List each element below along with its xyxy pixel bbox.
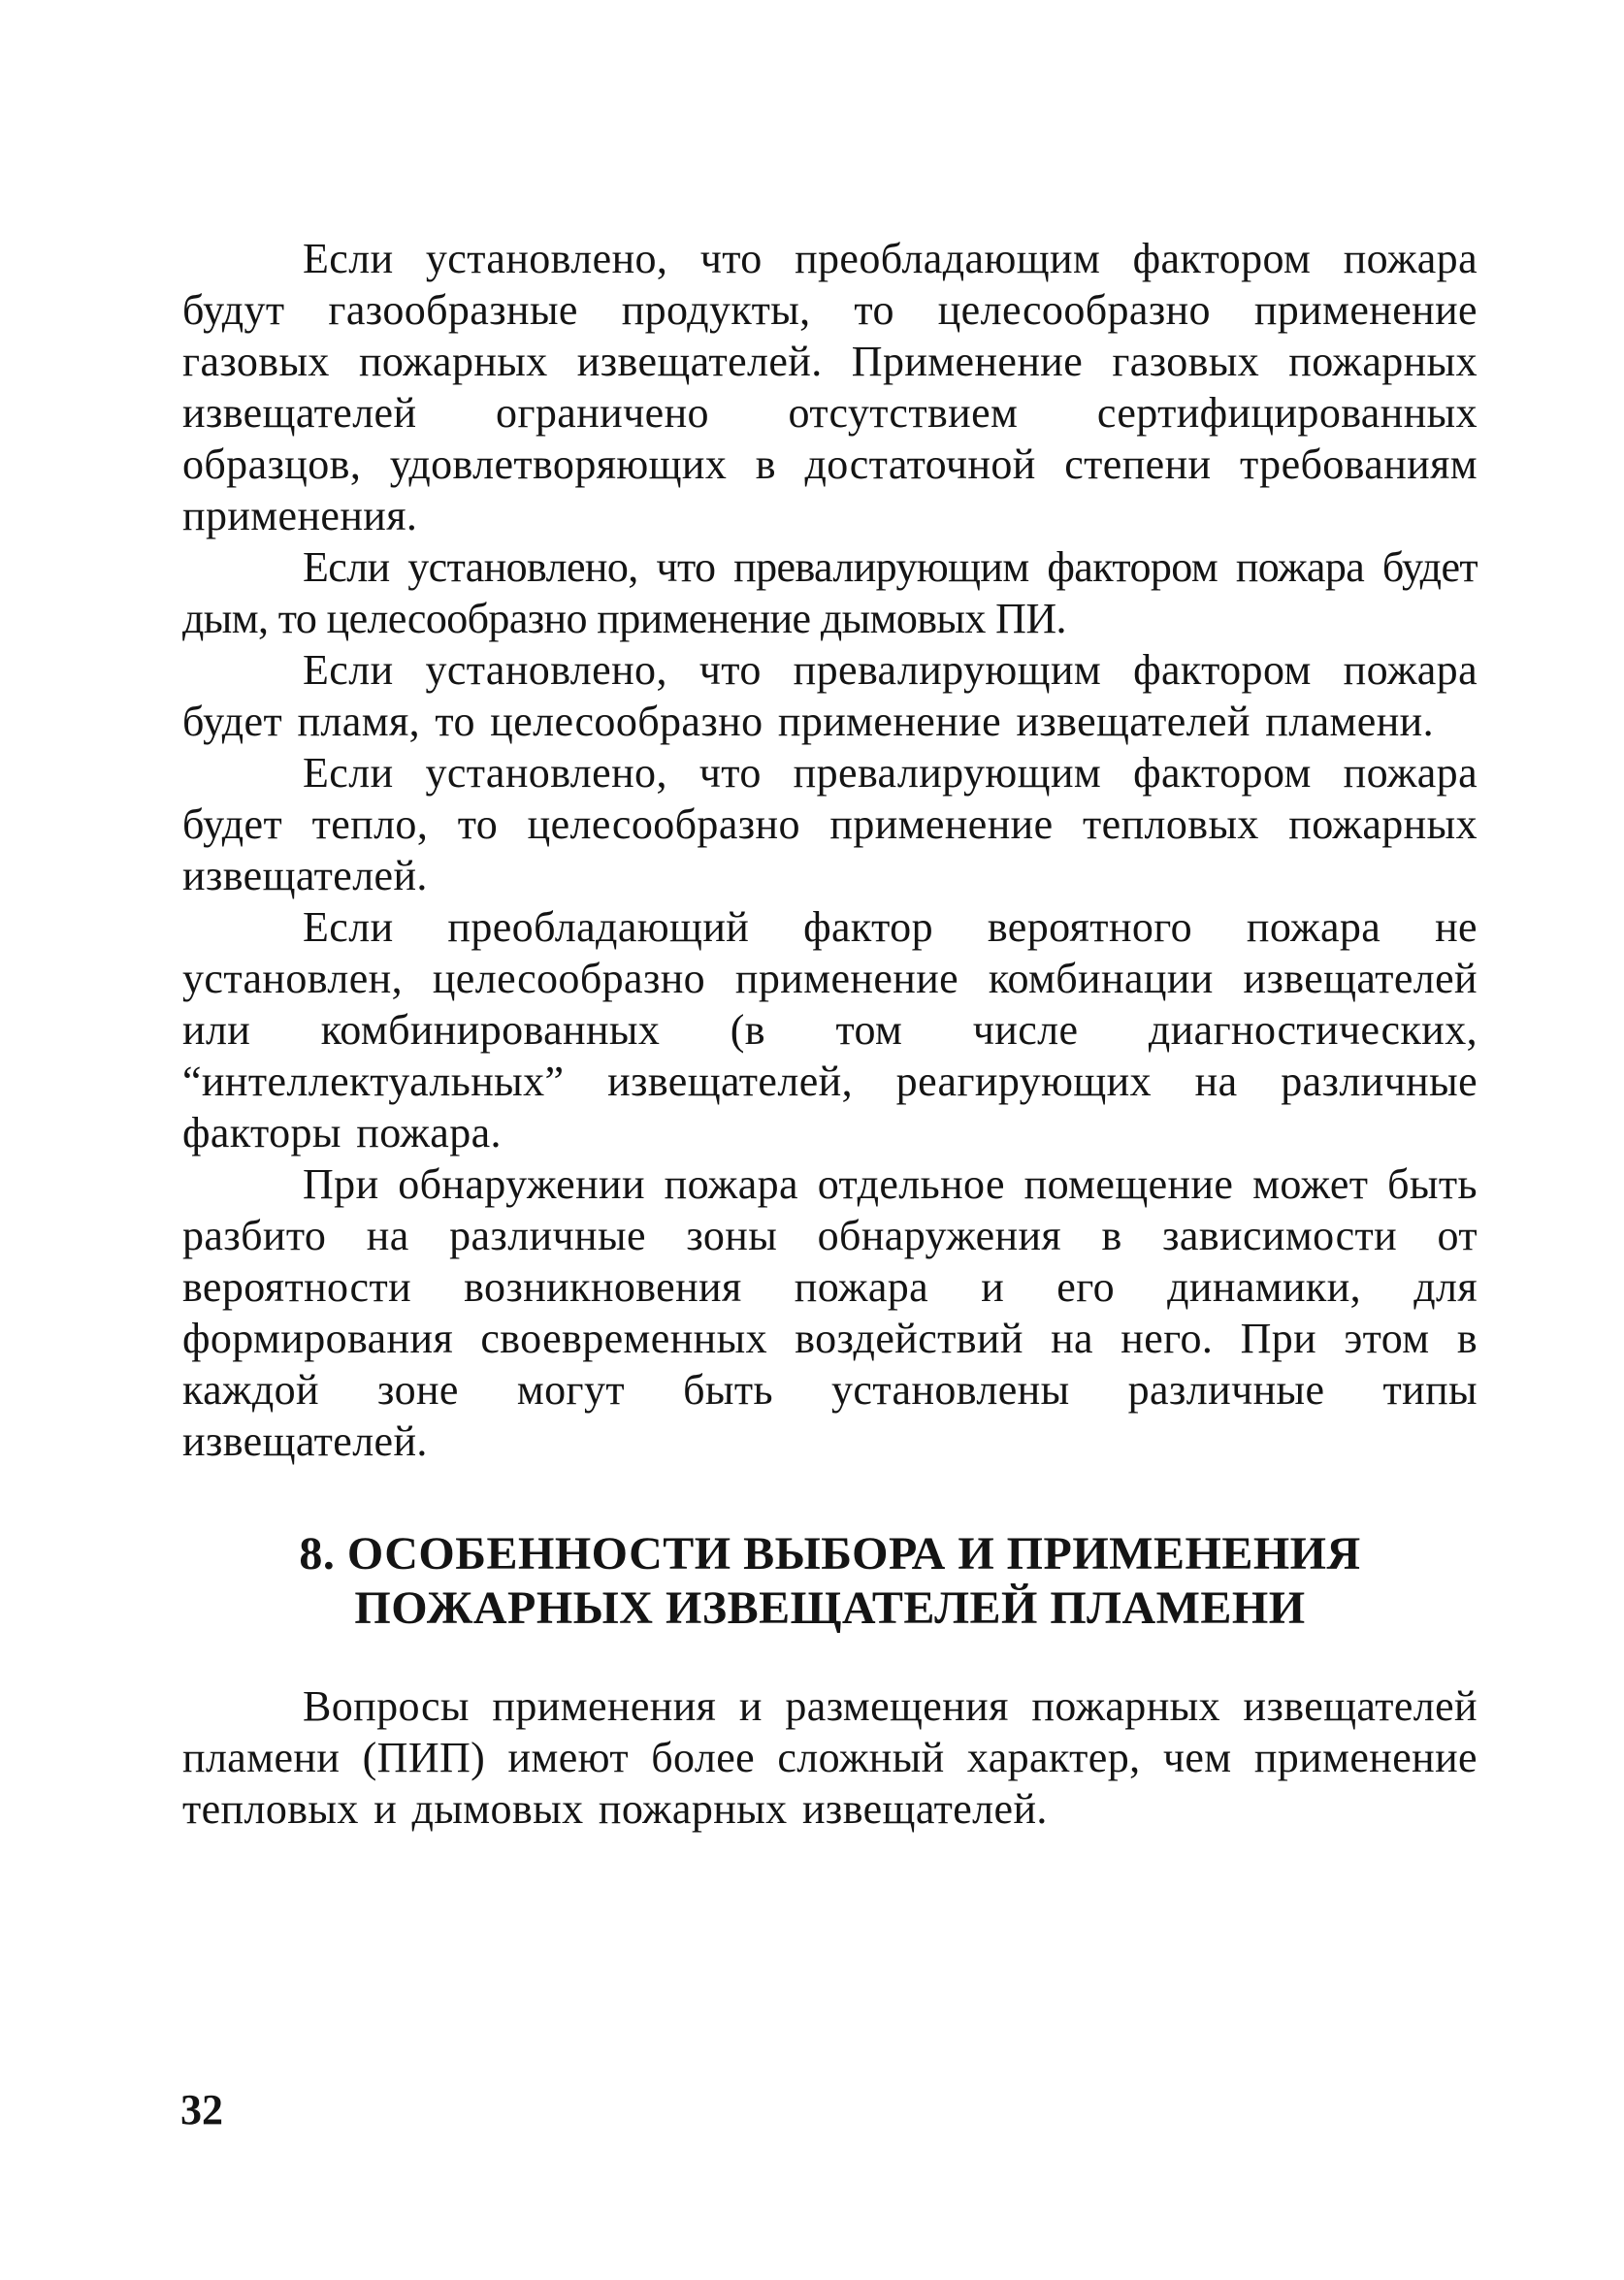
paragraph-heat-detectors: Если установлено, что превалирующим фактором пожара будет тепло, то целесообразно применение тепловых пожарных извещателей. <box>182 749 1478 899</box>
page-number: 32 <box>180 2086 223 2133</box>
paragraph-gas-detectors: Если установлено, что преобладающим фактором пожара будут газообразные продукты, то целесообразно применение газовых пожарных извещателей. Применение газовых пожарных извещателей ограничено отсутствием сертифицированных образцов, удовлетворяющих в достаточной степени требованиям применения. <box>182 235 1478 539</box>
section-heading-line-2: ПОЖАРНЫХ ИЗВЕЩАТЕЛЕЙ ПЛАМЕНИ <box>354 1582 1306 1634</box>
paragraph-combined-detectors: Если преобладающий фактор вероятного пожара не установлен, целесообразно применение комбинации извещателей или комбинированных (в том числе диагностических, “интеллектуальных” извещателей, реагирующих на различные факторы пожара. <box>182 903 1478 1156</box>
section-heading-line-1: 8. ОСОБЕННОСТИ ВЫБОРА И ПРИМЕНЕНИЯ <box>299 1528 1361 1580</box>
page-body <box>182 233 1478 1835</box>
section-heading <box>182 1527 1478 1636</box>
paragraph-detection-zones: При обнаружении пожара отдельное помещение может быть разбито на различные зоны обнаружения в зависимости от вероятности возникновения пожара и его динамики, для формирования своевременных воздействий на него. При этом в каждой зоне могут быть установлены различные типы извещателей. <box>182 1160 1478 1465</box>
paragraph-smoke-detectors: Если установлено, что превалирующим фактором пожара будет дым, то целесообразно применение дымовых ПИ. <box>182 543 1478 642</box>
paragraph-flame-detectors: Если установлено, что превалирующим фактором пожара будет пламя, то целесообразно применение извещателей пламени. <box>182 646 1478 745</box>
paragraph-section-intro: Вопросы применения и размещения пожарных извещателей пламени (ПИП) имеют более сложный характер, чем применение тепловых и дымовых пожарных извещателей. <box>182 1682 1478 1833</box>
